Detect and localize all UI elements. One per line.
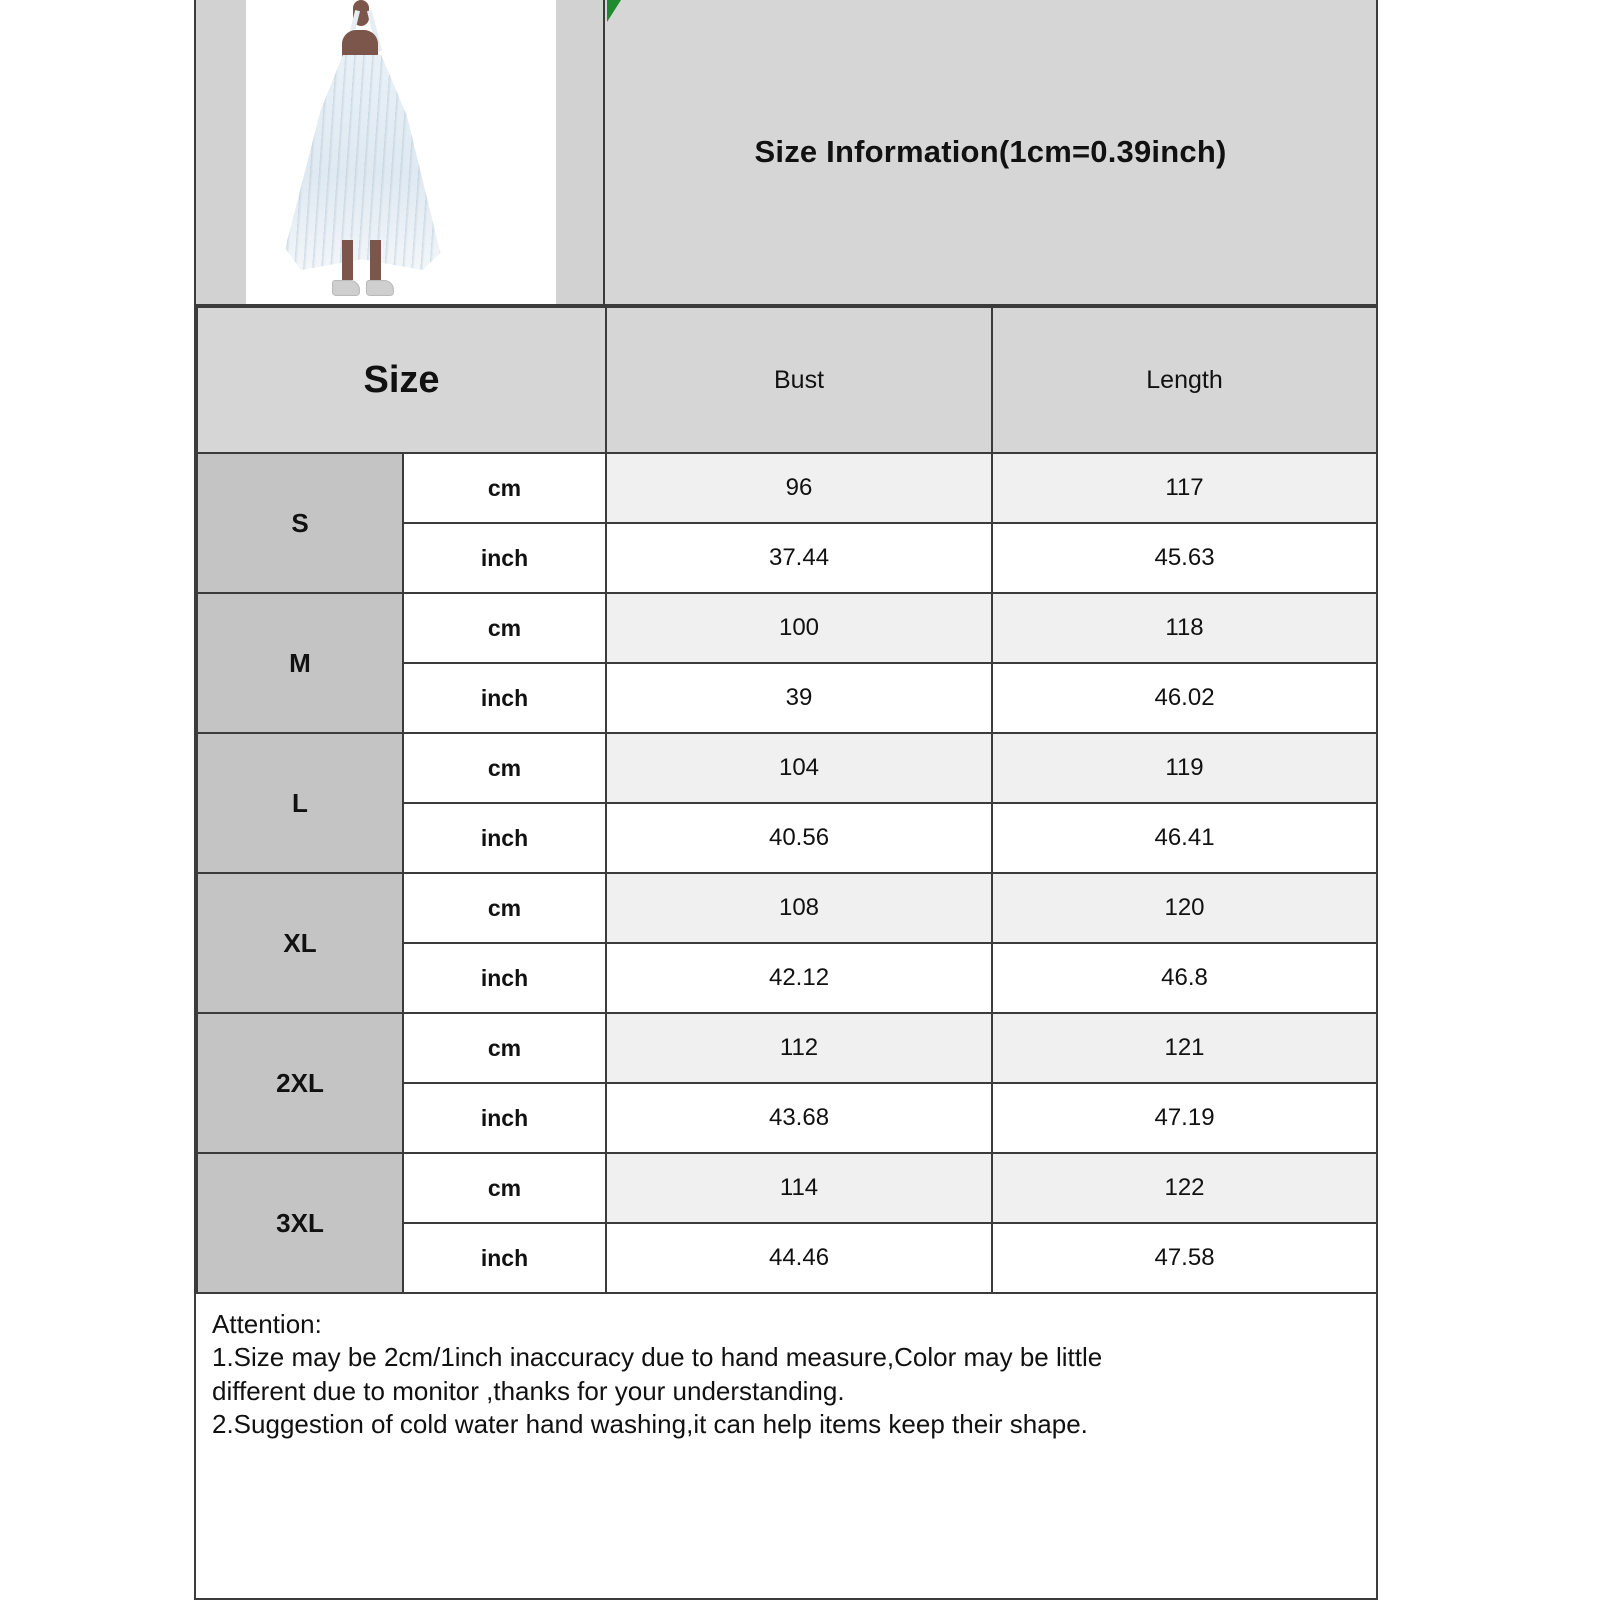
- dress-pleats: [282, 55, 442, 270]
- bust-inch-l: 40.56: [606, 803, 992, 873]
- unit-cm: cm: [403, 1013, 606, 1083]
- column-header-length: Length: [992, 307, 1377, 453]
- length-cm-m: 118: [992, 593, 1377, 663]
- size-chart-container: [194, 0, 1378, 1600]
- size-information-title: Size Information(1cm=0.39inch): [754, 134, 1227, 169]
- unit-inch: inch: [403, 1083, 606, 1153]
- length-inch-3xl: 47.58: [992, 1223, 1377, 1293]
- model-shoe-left: [332, 280, 360, 296]
- model-leg-right: [370, 240, 381, 280]
- table-row: [197, 733, 1377, 803]
- product-photo: [246, 0, 556, 304]
- table-row: [197, 1153, 1377, 1223]
- bust-cm-xl: 108: [606, 873, 992, 943]
- attention-line-2: different due to monitor ,thanks for your understanding.: [212, 1375, 845, 1406]
- bust-inch-s: 37.44: [606, 523, 992, 593]
- bust-inch-m: 39: [606, 663, 992, 733]
- length-inch-2xl: 47.19: [992, 1083, 1377, 1153]
- model-shoe-right: [366, 280, 394, 296]
- unit-inch: inch: [403, 663, 606, 733]
- unit-cm: cm: [403, 873, 606, 943]
- attention-note: [196, 1294, 1376, 1451]
- bust-inch-xl: 42.12: [606, 943, 992, 1013]
- bust-inch-2xl: 43.68: [606, 1083, 992, 1153]
- table-header-row: [197, 307, 1377, 453]
- length-cm-2xl: 121: [992, 1013, 1377, 1083]
- length-inch-l: 46.41: [992, 803, 1377, 873]
- column-header-bust: Bust: [606, 307, 992, 453]
- size-label-s: S: [197, 453, 403, 593]
- length-inch-xl: 46.8: [992, 943, 1377, 1013]
- table-row: [197, 593, 1377, 663]
- attention-line-3: 2.Suggestion of cold water hand washing,it can help items keep their shape.: [212, 1408, 1088, 1439]
- unit-cm: cm: [403, 733, 606, 803]
- bust-cm-l: 104: [606, 733, 992, 803]
- unit-inch: inch: [403, 523, 606, 593]
- model-leg-left: [342, 240, 353, 280]
- bust-cm-m: 100: [606, 593, 992, 663]
- length-cm-l: 119: [992, 733, 1377, 803]
- table-row: [197, 453, 1377, 523]
- bust-inch-3xl: 44.46: [606, 1223, 992, 1293]
- bust-cm-s: 96: [606, 453, 992, 523]
- length-cm-s: 117: [992, 453, 1377, 523]
- unit-inch: inch: [403, 803, 606, 873]
- table-row: [197, 873, 1377, 943]
- column-header-size: Size: [197, 307, 606, 453]
- size-label-3xl: 3XL: [197, 1153, 403, 1293]
- length-inch-s: 45.63: [992, 523, 1377, 593]
- unit-cm: cm: [403, 453, 606, 523]
- size-information-title-cell: [605, 0, 1376, 304]
- size-label-xl: XL: [197, 873, 403, 1013]
- length-cm-3xl: 122: [992, 1153, 1377, 1223]
- unit-cm: cm: [403, 1153, 606, 1223]
- length-inch-m: 46.02: [992, 663, 1377, 733]
- size-label-m: M: [197, 593, 403, 733]
- bust-cm-2xl: 112: [606, 1013, 992, 1083]
- chart-header-row: [196, 0, 1376, 306]
- unit-inch: inch: [403, 943, 606, 1013]
- green-corner-flag-icon: [607, 0, 621, 22]
- attention-line-1: 1.Size may be 2cm/1inch inaccuracy due to hand measure,Color may be little: [212, 1342, 1103, 1373]
- length-cm-xl: 120: [992, 873, 1377, 943]
- model-illustration-icon: [246, 0, 556, 304]
- table-row: [197, 1013, 1377, 1083]
- attention-heading: Attention:: [212, 1309, 322, 1339]
- size-label-l: L: [197, 733, 403, 873]
- size-label-2xl: 2XL: [197, 1013, 403, 1153]
- product-photo-cell: [196, 0, 605, 304]
- size-table: [196, 306, 1378, 1294]
- unit-cm: cm: [403, 593, 606, 663]
- unit-inch: inch: [403, 1223, 606, 1293]
- bust-cm-3xl: 114: [606, 1153, 992, 1223]
